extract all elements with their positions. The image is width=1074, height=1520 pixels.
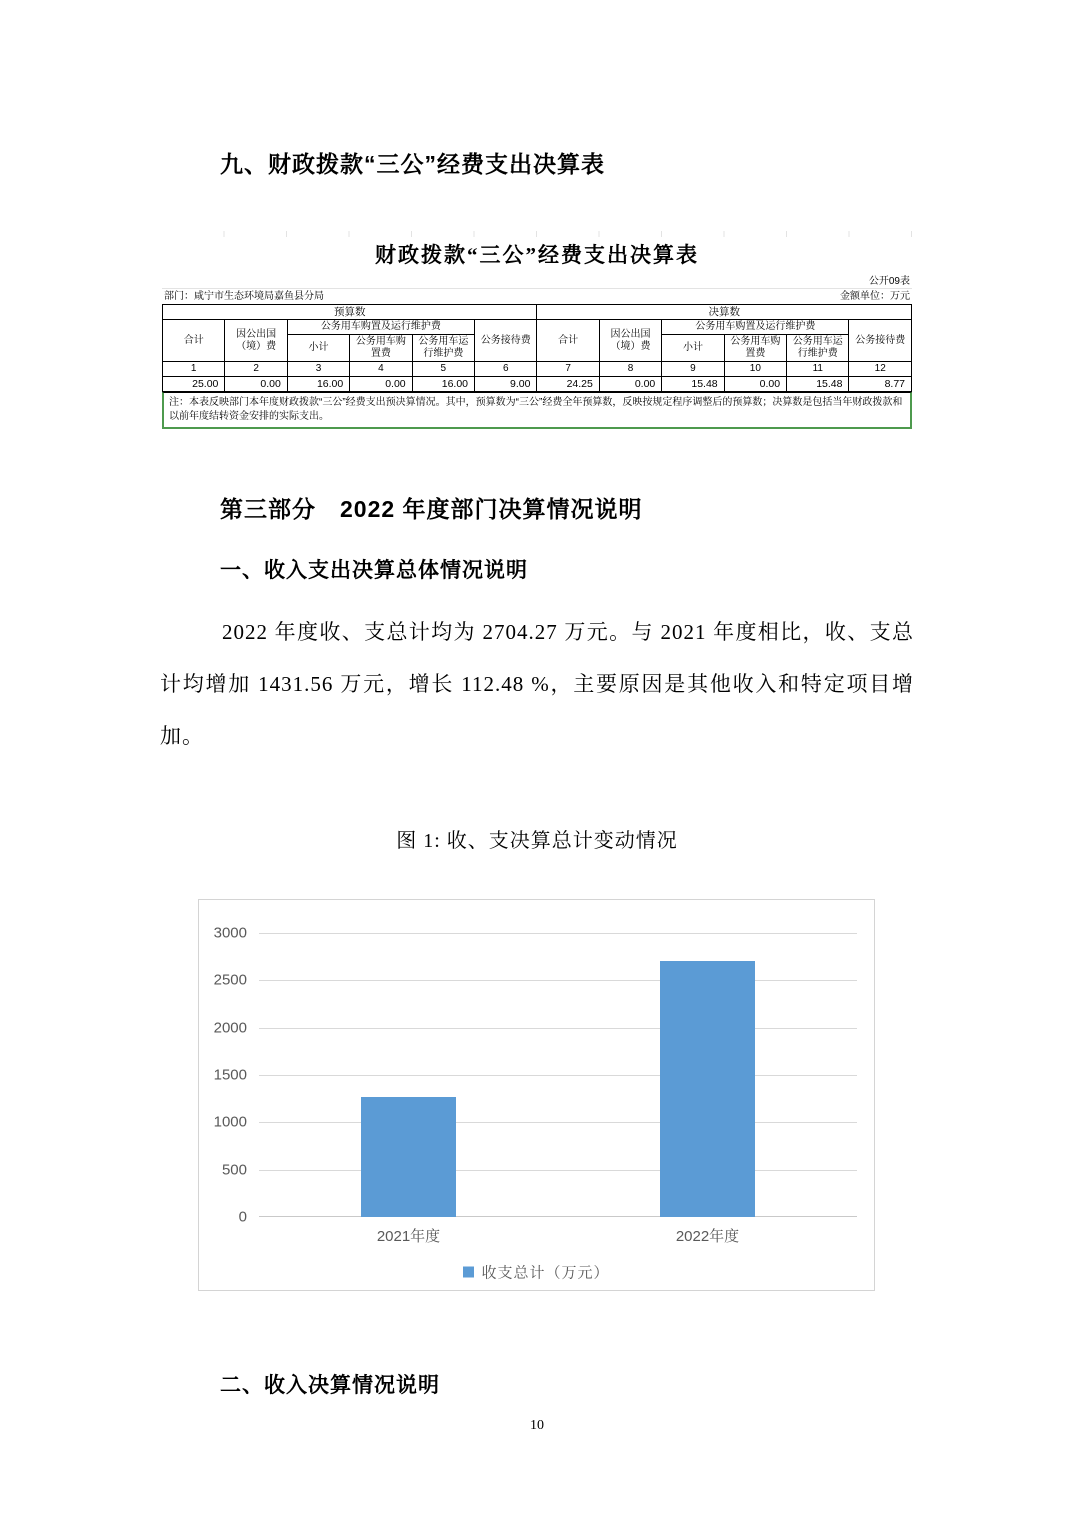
col-number: 5: [412, 362, 474, 377]
col-subheader: 公务用车购置费: [724, 335, 786, 362]
col-header: 合计: [537, 320, 599, 362]
value-cell: 16.00: [287, 377, 349, 392]
form-number: 公开09表: [162, 275, 912, 289]
value-cell: 15.48: [662, 377, 724, 392]
col-header: 公务接待费: [475, 320, 537, 362]
section1-heading: 一、收入支出决算总体情况说明: [220, 559, 528, 582]
col-number: 7: [537, 362, 599, 377]
col-number: 2: [225, 362, 287, 377]
department-label: 部门：咸宁市生态环境局嘉鱼县分局: [164, 291, 324, 302]
chart-legend: [199, 1262, 874, 1283]
gridline: [259, 933, 857, 934]
summary-paragraph: 2022 年度收、支总计均为 2704.27 万元。与 2021 年度相比，收、支总计均增加 1431.56 万元，增长 112.48 %，主要原因是其他收入和特定项目增加。: [160, 620, 914, 748]
legend-swatch: [463, 1267, 474, 1278]
unit-label: 金额单位：万元: [840, 291, 910, 302]
col-subheader: 公务用车运行维护费: [412, 335, 474, 362]
col-number: 8: [599, 362, 661, 377]
y-axis-tick-label: 500: [221, 1161, 247, 1179]
value-cell: 24.25: [537, 377, 599, 392]
gridline: [259, 980, 857, 981]
x-axis-line: [259, 1216, 857, 1217]
col-header: 因公出国（境）费: [599, 320, 661, 362]
bar-2021年度: [361, 1097, 456, 1217]
col-number: 1: [163, 362, 225, 377]
col-group-header: 公务用车购置及运行维护费: [287, 320, 474, 335]
gridline: [259, 1075, 857, 1076]
table-meta-row: [162, 289, 912, 304]
legend-label: 收支总计（万元）: [481, 1264, 610, 1282]
table-row-column-numbers: [163, 362, 912, 377]
col-number: 9: [662, 362, 724, 377]
col-header: 合计: [163, 320, 225, 362]
col-subheader: 公务用车运行维护费: [787, 335, 849, 362]
part3-heading: 第三部分 2022 年度部门决算情况说明: [220, 496, 643, 522]
section2-heading: 二、收入决算情况说明: [220, 1374, 440, 1397]
col-number: 6: [475, 362, 537, 377]
col-number: 4: [350, 362, 412, 377]
x-axis-category-label: 2022年度: [675, 1228, 740, 1245]
y-axis-tick-label: 1000: [213, 1113, 247, 1131]
y-axis-tick-label: 3000: [213, 924, 247, 942]
y-axis-tick-label: 2000: [213, 1019, 247, 1037]
value-cell: 15.48: [787, 377, 849, 392]
y-axis-tick-label: 2500: [213, 971, 247, 989]
col-header: 公务接待费: [849, 320, 912, 362]
value-cell: 0.00: [350, 377, 412, 392]
table-row: [163, 305, 912, 320]
fiscal-table-block: [162, 231, 912, 429]
value-cell: 25.00: [163, 377, 225, 392]
chart-plot: [213, 924, 857, 1245]
page-number: 10: [530, 1418, 544, 1433]
col-subheader: 公务用车购置费: [350, 335, 412, 362]
col-number: 3: [287, 362, 349, 377]
y-axis-tick-label: 1500: [213, 1066, 247, 1084]
fiscal-table-title: 财政拨款“三公”经费支出决算表: [375, 243, 699, 267]
table-row: [163, 320, 912, 335]
col-header: 因公出国（境）费: [225, 320, 287, 362]
col-subheader: 小计: [287, 335, 349, 362]
y-axis-tick-label: 0: [238, 1208, 247, 1226]
value-cell: 16.00: [412, 377, 474, 392]
x-axis-category-label: 2021年度: [376, 1228, 441, 1245]
value-cell: 8.77: [849, 377, 912, 392]
col-group-header: 公务用车购置及运行维护费: [662, 320, 849, 335]
figure1-caption: 图 1: 收、支决算总计变动情况: [396, 830, 678, 852]
section9-heading: 九、财政拨款“三公”经费支出决算表: [220, 151, 605, 177]
value-cell: 0.00: [599, 377, 661, 392]
fiscal-table: [162, 304, 912, 392]
bar-chart: [198, 899, 875, 1291]
gridline: [259, 1028, 857, 1029]
gridline: [259, 1170, 857, 1171]
bar-2022年度: [660, 961, 755, 1217]
value-cell: 9.00: [475, 377, 537, 392]
value-cell: 0.00: [724, 377, 786, 392]
budget-section-header: 预算数: [163, 305, 537, 320]
value-cell: 0.00: [225, 377, 287, 392]
gridline: [259, 1122, 857, 1123]
fiscal-table-titlebar: [162, 231, 912, 275]
table-row-values: [163, 377, 912, 392]
col-subheader: 小计: [662, 335, 724, 362]
col-number: 11: [787, 362, 849, 377]
final-section-header: 决算数: [537, 305, 912, 320]
col-number: 12: [849, 362, 912, 377]
col-number: 10: [724, 362, 786, 377]
table-note: 注：本表反映部门本年度财政拨款“三公”经费支出预决算情况。其中，预算数为“三公”经费全年预算数，反映按规定程序调整后的预算数；决算数是包括当年财政拨款和以前年度结转资金安排的实际支出。: [162, 392, 912, 429]
